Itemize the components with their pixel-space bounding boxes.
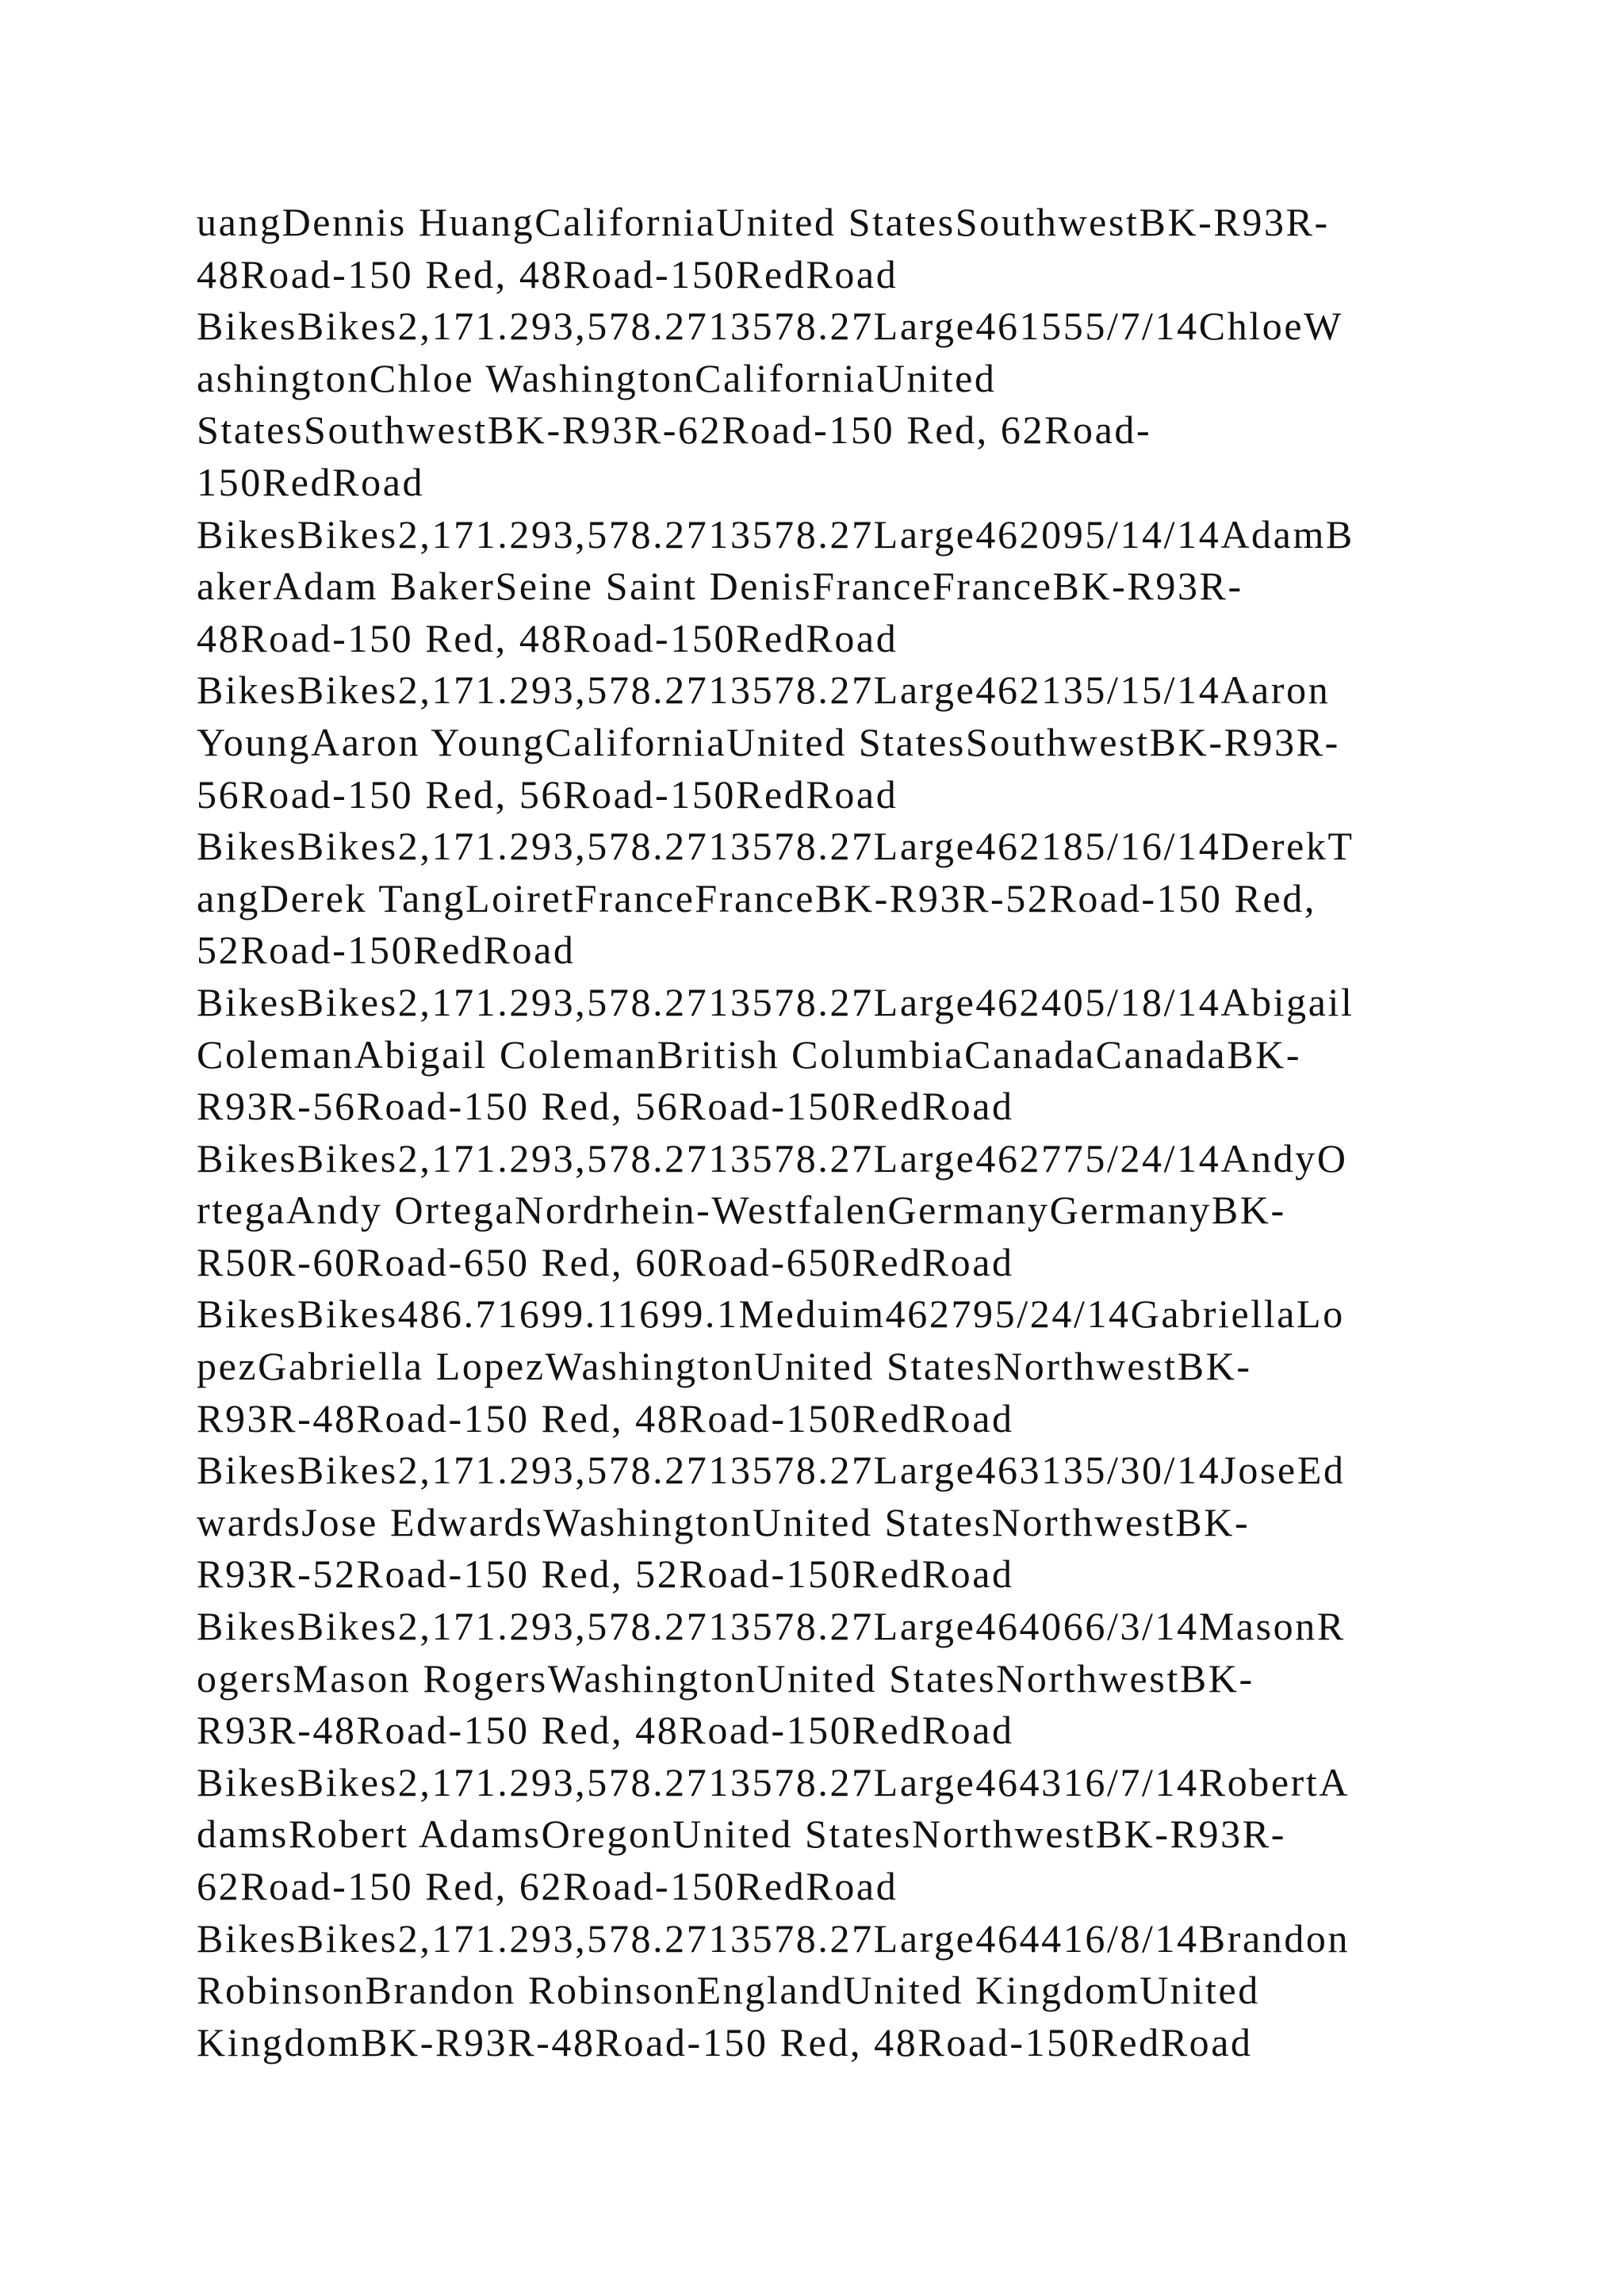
- text-line: 56Road-150 Red, 56Road-150RedRoad: [197, 771, 898, 817]
- text-line: wardsJose EdwardsWashingtonUnited StatesNorthwestBK-: [197, 1499, 1251, 1544]
- text-line: YoungAaron YoungCaliforniaUnited StatesSouthwestBK-R93R-: [197, 719, 1340, 764]
- text-line: BikesBikes2,171.293,578.2713578.27Large464416/8/14Brandon: [197, 1915, 1350, 1961]
- text-line: BikesBikes2,171.293,578.2713578.27Large462185/16/14DerekT: [197, 824, 1354, 869]
- text-line: RobinsonBrandon RobinsonEnglandUnited KingdomUnited: [197, 1968, 1260, 2013]
- text-line: BikesBikes2,171.293,578.2713578.27Large464316/7/14RobertA: [197, 1759, 1350, 1804]
- text-line: BikesBikes2,171.293,578.2713578.27Large464066/3/14MasonR: [197, 1604, 1346, 1649]
- text-line: R93R-48Road-150 Red, 48Road-150RedRoad: [197, 1395, 1014, 1441]
- document-body: [197, 197, 1465, 2068]
- text-line: angDerek TangLoiretFranceFranceBK-R93R-52Road-150 Red,: [197, 875, 1317, 920]
- text-line: ogersMason RogersWashingtonUnited StatesNorthwestBK-: [197, 1655, 1254, 1701]
- text-line: R93R-52Road-150 Red, 52Road-150RedRoad: [197, 1552, 1014, 1597]
- text-line: BikesBikes2,171.293,578.2713578.27Large462405/18/14Abigail: [197, 979, 1354, 1024]
- text-line: BikesBikes2,171.293,578.2713578.27Large461555/7/14ChloeW: [197, 304, 1343, 349]
- text-line: ashingtonChloe WashingtonCaliforniaUnited: [197, 355, 997, 400]
- text-line: BikesBikes2,171.293,578.2713578.27Large462775/24/14AndyO: [197, 1135, 1348, 1181]
- text-line: akerAdam BakerSeine Saint DenisFranceFranceBK-R93R-: [197, 564, 1243, 609]
- text-line: 62Road-150 Red, 62Road-150RedRoad: [197, 1864, 898, 1908]
- text-line: R93R-56Road-150 Red, 56Road-150RedRoad: [197, 1084, 1014, 1129]
- text-line: ColemanAbigail ColemanBritish ColumbiaCanadaCanadaBK-: [197, 1031, 1302, 1077]
- text-line: damsRobert AdamsOregonUnited StatesNorthwestBK-R93R-: [197, 1812, 1286, 1857]
- text-line: 48Road-150 Red, 48Road-150RedRoad: [197, 251, 898, 297]
- text-line: BikesBikes486.71699.11699.1Meduim462795/24/14GabriellaLo: [197, 1292, 1345, 1337]
- text-line: rtegaAndy OrtegaNordrhein-WestfalenGermanyGermanyBK-: [197, 1188, 1286, 1233]
- text-line: BikesBikes2,171.293,578.2713578.27Large462095/14/14AdamB: [197, 511, 1354, 557]
- text-line: StatesSouthwestBK-R93R-62Road-150 Red, 62Road-: [197, 408, 1152, 453]
- text-line: R93R-48Road-150 Red, 48Road-150RedRoad: [197, 1708, 1014, 1753]
- text-line: R50R-60Road-650 Red, 60Road-650RedRoad: [197, 1239, 1014, 1284]
- text-line: pezGabriella LopezWashingtonUnited StatesNorthwestBK-: [197, 1344, 1252, 1389]
- text-line: BikesBikes2,171.293,578.2713578.27Large463135/30/14JoseEd: [197, 1448, 1346, 1493]
- text-line: 52Road-150RedRoad: [197, 928, 576, 973]
- text-line: BikesBikes2,171.293,578.2713578.27Large462135/15/14Aaron: [197, 668, 1331, 713]
- text-line: 150RedRoad: [197, 459, 425, 504]
- text-line: uangDennis HuangCaliforniaUnited StatesSouthwestBK-R93R-: [197, 200, 1330, 244]
- text-line: KingdomBK-R93R-48Road-150 Red, 48Road-150RedRoad: [197, 2019, 1253, 2064]
- text-line: 48Road-150 Red, 48Road-150RedRoad: [197, 615, 898, 660]
